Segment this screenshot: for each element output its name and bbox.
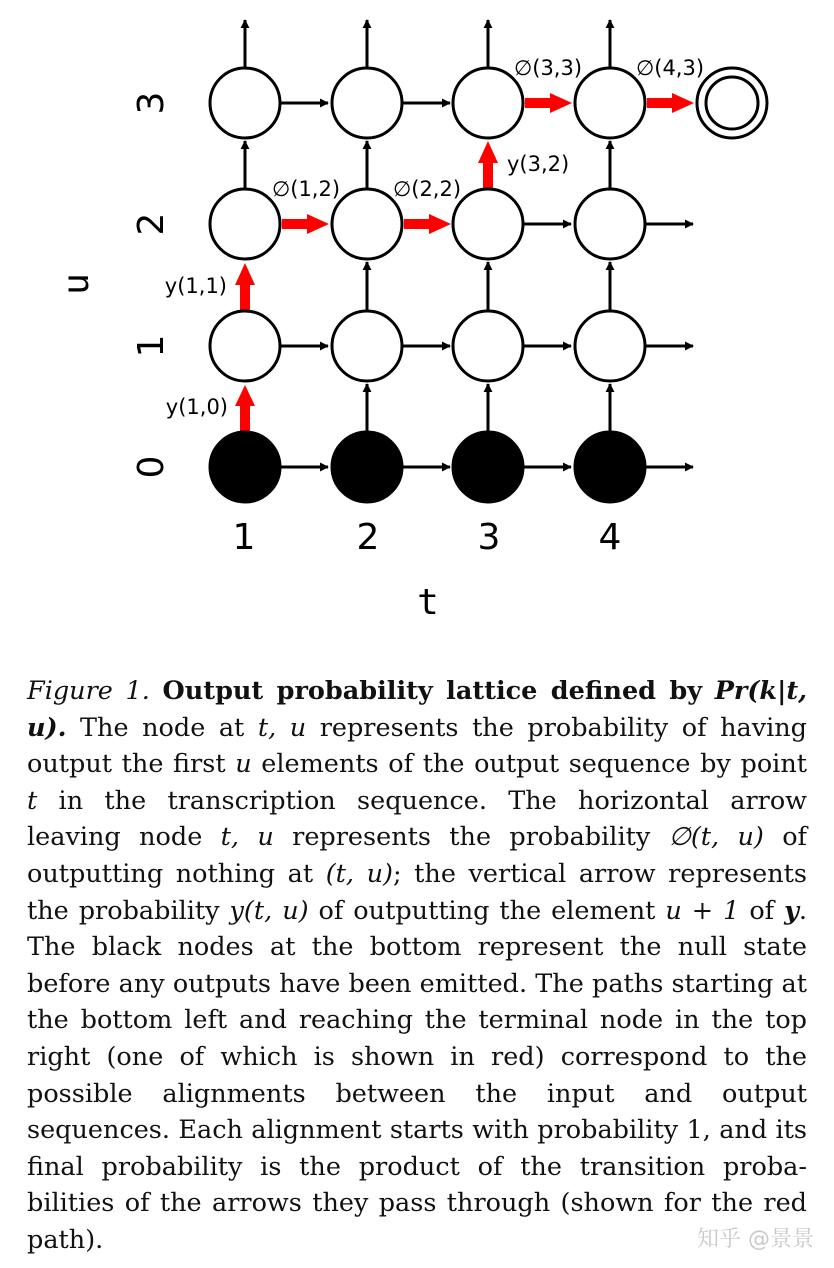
u-tick: 3: [131, 91, 172, 115]
lattice-node: [453, 311, 523, 381]
lattice-node: [210, 189, 280, 259]
caption-text: of outputting nothing at: [27, 822, 807, 889]
caption-text: elements of the output sequence by point: [261, 749, 808, 780]
edge-label-y32: y(3,2): [507, 152, 570, 176]
lattice-node: [332, 189, 402, 259]
figure-label: Figure 1.: [27, 676, 150, 706]
caption-text: represents the probability of having output the first: [27, 712, 808, 780]
edge-label-y11: y(1,1): [164, 274, 227, 298]
u-tick: 1: [131, 334, 172, 358]
edge-label-e33: ∅(3,3): [513, 56, 583, 80]
caption-math-bold: y: [784, 895, 799, 926]
null-node: [332, 432, 402, 502]
figure-caption: [27, 673, 807, 1259]
red-arrow-y10: [235, 385, 255, 431]
caption-title: Output probability lattice defined by: [162, 676, 703, 706]
caption-math: t: [27, 785, 38, 816]
edge-label-e22: ∅(2,2): [392, 177, 462, 201]
red-arrow-e33: [525, 93, 572, 113]
caption-math: ∅(t, u): [668, 822, 764, 853]
null-node: [575, 432, 645, 502]
lattice-node: [332, 311, 402, 381]
t-tick: 3: [477, 517, 501, 558]
caption-title-math: Pr(k|t, u).: [27, 676, 808, 743]
null-node: [453, 432, 523, 502]
null-node: [210, 432, 280, 502]
edge-label-e12: ∅(1,2): [271, 177, 341, 201]
caption-math: (t, u): [325, 858, 393, 889]
caption-text: of outputting the element: [318, 895, 656, 926]
lattice-node: [210, 68, 280, 138]
caption-text: represents the probability: [292, 822, 651, 853]
t-tick: 4: [598, 517, 622, 558]
red-arrow-y32: [478, 141, 498, 188]
caption-math: u: [235, 749, 252, 780]
t-tick: 2: [356, 517, 380, 558]
lattice-node: [453, 68, 523, 138]
alignment-path: [235, 93, 694, 431]
caption-text: The node at: [80, 712, 245, 743]
lattice-node: [210, 311, 280, 381]
caption-math: y(t, u): [229, 895, 309, 926]
lattice-node: [453, 189, 523, 259]
caption-math: t, u: [220, 822, 274, 853]
lattice-node: [575, 311, 645, 381]
lattice-node: [332, 68, 402, 138]
edge-label-e43: ∅(4,3): [635, 56, 705, 80]
t-axis-label: t: [417, 582, 439, 623]
caption-text: in the transcription sequence. The horizontal arrow leaving node: [27, 785, 808, 853]
lattice-node: [575, 189, 645, 259]
caption-text: of: [749, 895, 775, 926]
u-axis-label: u: [56, 273, 97, 295]
caption-math: u + 1: [665, 895, 740, 926]
red-arrow-e22: [404, 214, 451, 234]
caption-math: t, u: [257, 712, 307, 743]
edge-label-y10: y(1,0): [165, 395, 228, 419]
caption-text: . The black nodes at the bottom represent the null state before any outputs have been emitted. The paths starting at the bottom left and reaching the terminal node in the top right (one of which is shown in red) correspond to the possible alignments between the input and output sequences. Each alignment starts with probability 1, and its final probability is the product of the transition probabilities of the arrows they pass through (shown for the red path).: [27, 895, 808, 1255]
lattice-node: [575, 68, 645, 138]
red-arrow-e43: [647, 93, 694, 113]
red-arrow-y11: [235, 263, 255, 310]
watermark: 知乎 @景景: [697, 1227, 814, 1252]
u-tick: 2: [131, 212, 172, 236]
red-arrow-e12: [282, 214, 329, 234]
t-tick: 1: [232, 517, 256, 558]
u-tick: 0: [131, 455, 172, 479]
terminal-node-inner: [706, 77, 758, 129]
caption-text: ; the vertical arrow represents the probability: [27, 858, 807, 926]
